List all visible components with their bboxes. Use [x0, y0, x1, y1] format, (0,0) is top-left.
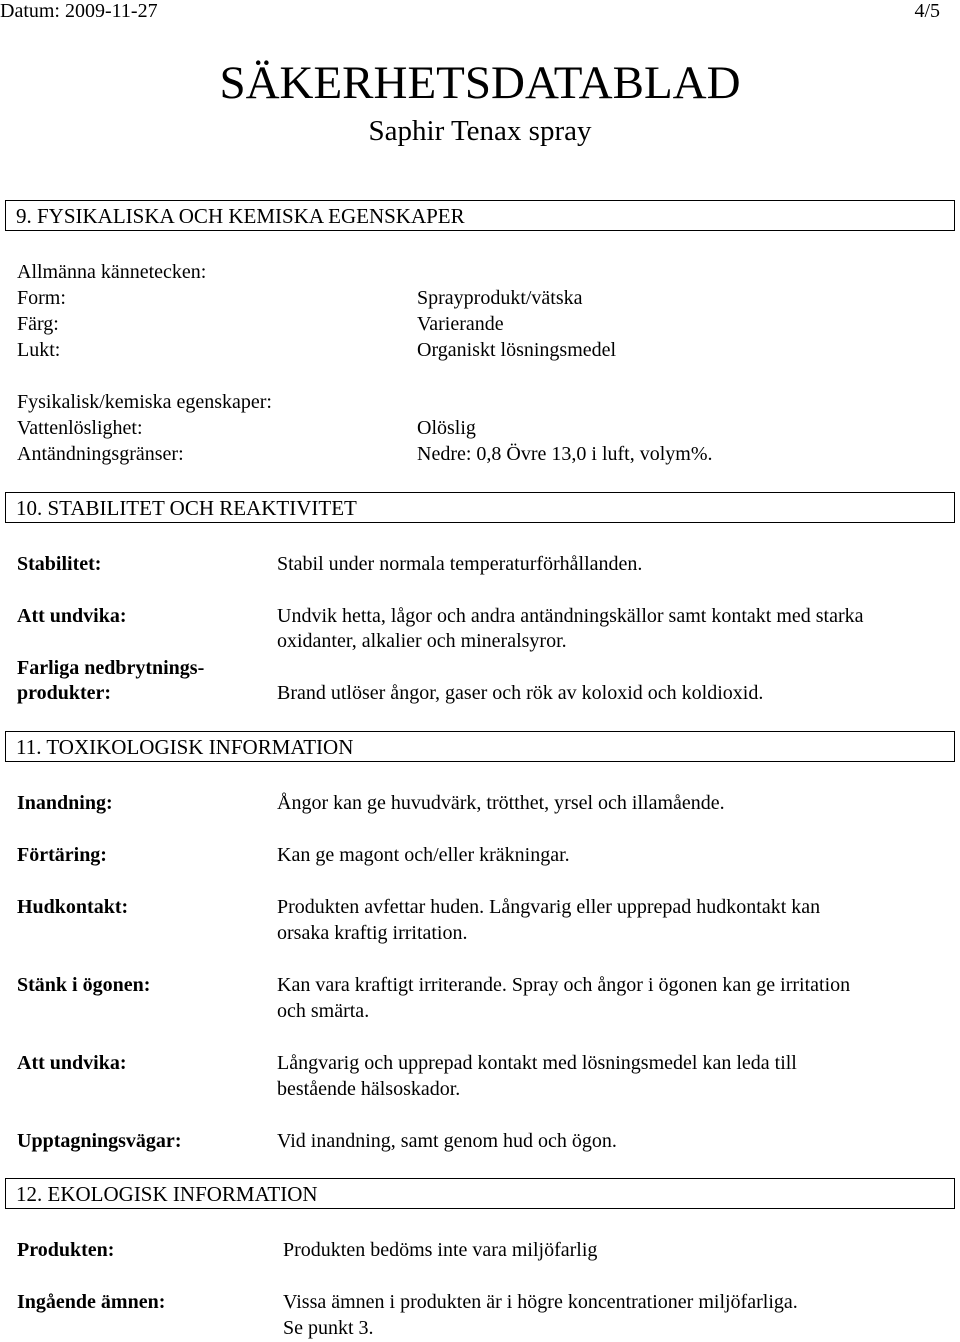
page-number: 4/5: [914, 0, 940, 22]
skin-contact-value-line-1: Produkten avfettar huden. Långvarig eller upprepad hudkontakt kan: [277, 896, 821, 918]
section-11-heading-box: [5, 731, 955, 762]
product-name: Saphir Tenax spray: [368, 115, 592, 147]
odor-value: Organiskt lösningsmedel: [417, 339, 617, 361]
color-label: Färg:: [17, 313, 59, 335]
color-value: Varierande: [417, 313, 504, 335]
skin-contact-label: Hudkontakt:: [17, 896, 129, 918]
eye-contact-value-line-2: och smärta.: [277, 1000, 370, 1022]
stability-value: Stabil under normala temperaturförhållanden.: [277, 553, 643, 575]
section-10-heading: 10. STABILITET OCH REAKTIVITET: [16, 496, 357, 520]
document-title: SÄKERHETSDATABLAD: [219, 57, 741, 109]
exposure-routes-label: Upptagningsvägar:: [17, 1130, 182, 1152]
stability-label: Stabilitet:: [17, 553, 102, 575]
eye-contact-value-line-1: Kan vara kraftigt irriterande. Spray och ångor i ögonen kan ge irritation: [277, 974, 851, 996]
ingredients-value-line-2: Se punkt 3.: [283, 1317, 374, 1339]
section-9-heading-box: [5, 200, 955, 231]
avoid-value-line-2: oxidanter, alkalier och mineralsyror.: [277, 630, 567, 652]
physical-properties-heading: Fysikalisk/kemiska egenskaper:: [17, 391, 272, 413]
inhalation-value: Ångor kan ge huvudvärk, trötthet, yrsel och illamående.: [277, 792, 725, 814]
product-label: Produkten:: [17, 1239, 115, 1261]
toxic-avoid-value-line-1: Långvarig och upprepad kontakt med lösningsmedel kan leda till: [277, 1052, 797, 1074]
section-11-heading: 11. TOXIKOLOGISK INFORMATION: [16, 735, 354, 759]
decomposition-label-line-2: produkter:: [17, 682, 112, 704]
inhalation-label: Inandning:: [17, 792, 113, 814]
odor-label: Lukt:: [17, 339, 61, 361]
toxic-avoid-label: Att undvika:: [17, 1052, 127, 1074]
ignition-limits-value: Nedre: 0,8 Övre 13,0 i luft, volym%.: [417, 443, 713, 465]
general-characteristics-heading: Allmänna kännetecken:: [17, 261, 207, 283]
form-value: Sprayprodukt/vätska: [417, 287, 583, 309]
skin-contact-value-line-2: orsaka kraftig irritation.: [277, 922, 468, 944]
ingestion-value: Kan ge magont och/eller kräkningar.: [277, 844, 570, 866]
form-label: Form:: [17, 287, 66, 309]
ingestion-label: Förtäring:: [17, 844, 107, 866]
decomposition-label-line-1: Farliga nedbrytnings-: [17, 657, 205, 679]
exposure-routes-value: Vid inandning, samt genom hud och ögon.: [277, 1130, 617, 1152]
section-12-heading-box: [5, 1178, 955, 1209]
header-date: Datum: 2009-11-27: [0, 0, 158, 22]
ingredients-label: Ingående ämnen:: [17, 1291, 166, 1313]
product-value: Produkten bedöms inte vara miljöfarlig: [283, 1239, 598, 1261]
avoid-label: Att undvika:: [17, 605, 127, 627]
section-9-heading: 9. FYSIKALISKA OCH KEMISKA EGENSKAPER: [16, 204, 465, 228]
section-12-heading: 12. EKOLOGISK INFORMATION: [16, 1182, 318, 1206]
solubility-label: Vattenlöslighet:: [17, 417, 143, 439]
avoid-value-line-1: Undvik hetta, lågor och andra antändningskällor samt kontakt med starka: [277, 605, 864, 627]
eye-contact-label: Stänk i ögonen:: [17, 974, 151, 996]
toxic-avoid-value-line-2: bestående hälsoskador.: [277, 1078, 461, 1100]
ingredients-value-line-1: Vissa ämnen i produkten är i högre koncentrationer miljöfarliga.: [283, 1291, 798, 1313]
ignition-limits-label: Antändningsgränser:: [17, 443, 184, 465]
section-10-heading-box: [5, 492, 955, 523]
decomposition-value: Brand utlöser ångor, gaser och rök av koloxid och koldioxid.: [277, 682, 764, 704]
solubility-value: Olöslig: [417, 417, 476, 439]
